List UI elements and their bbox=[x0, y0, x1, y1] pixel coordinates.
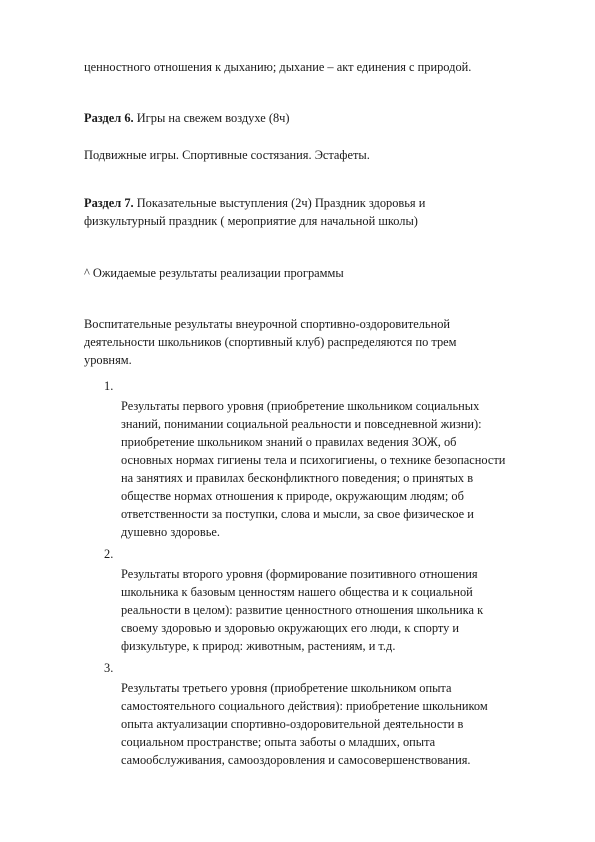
list-item-line: реальности в целом): развитие ценностного отношения школьника к bbox=[121, 603, 484, 617]
list-item-line: своему здоровью и здоровью окружающих его люди, к спорту и bbox=[121, 621, 460, 635]
list-item-line: Результаты второго уровня (формирование позитивного отношения bbox=[121, 567, 478, 581]
results-heading bbox=[84, 264, 524, 282]
section6-body-text: Подвижные игры. Спортивные состязания. Эстафеты. bbox=[84, 148, 370, 162]
list-number: 2. bbox=[104, 547, 114, 561]
section7-heading bbox=[84, 194, 524, 230]
list-item-line: знаний, понимании социальной реальности и повседневной жизни): bbox=[121, 417, 482, 431]
list-item-line: основных нормах гигиены тела и психогигиены, о технике безопасности bbox=[121, 453, 506, 467]
section6-heading bbox=[84, 109, 524, 127]
list-item-line: опыта актуализации спортивно-оздоровительной деятельности в bbox=[121, 717, 464, 731]
list-number: 3. bbox=[104, 661, 114, 675]
section7-title-line2: физкультурный праздник ( мероприятие для начальной школы) bbox=[84, 214, 418, 228]
results-intro bbox=[84, 315, 524, 369]
list-item-line: на занятиях и правилах бесконфликтного поведения; о принятых в bbox=[121, 471, 474, 485]
list-item-level-1 bbox=[121, 397, 531, 541]
list-item-line: душевно здоровье. bbox=[121, 525, 220, 539]
list-item-line: социальном пространстве; опыта заботы о младших, опыта bbox=[121, 735, 436, 749]
list-item-level-2 bbox=[121, 565, 531, 655]
list-item-level-3 bbox=[121, 679, 531, 769]
list-item-line: физкультуре, к природ: животным, растениям, и т.д. bbox=[121, 639, 396, 653]
results-heading-text: ^ Ожидаемые результаты реализации программы bbox=[84, 266, 344, 280]
section7-label: Раздел 7. bbox=[84, 196, 134, 210]
list-item-line: школьника к базовым ценностям нашего общества и к социальной bbox=[121, 585, 473, 599]
list-item-line: Результаты первого уровня (приобретение школьником социальных bbox=[121, 399, 480, 413]
list-item-line: ответственности за поступки, слова и мысли, за свое физическое и bbox=[121, 507, 474, 521]
list-item-line: приобретение школьником знаний о правилах ведения ЗОЖ, об bbox=[121, 435, 457, 449]
list-item-line: самостоятельного социального действия): приобретение школьником bbox=[121, 699, 488, 713]
section7-title: Показательные выступления (2ч) Праздник здоровья и bbox=[133, 196, 426, 210]
results-intro-line: уровням. bbox=[84, 353, 132, 367]
list-item-line: Результаты третьего уровня (приобретение школьником опыта bbox=[121, 681, 452, 695]
list-item-line: обществе нормах отношения к природе, окружающим людям; об bbox=[121, 489, 464, 503]
intro-line bbox=[84, 58, 524, 76]
list-number: 1. bbox=[104, 379, 114, 393]
intro-text: ценностного отношения к дыханию; дыхание – акт единения с природой. bbox=[84, 60, 472, 74]
results-intro-line: деятельности школьников (спортивный клуб) распределяются по трем bbox=[84, 335, 457, 349]
section6-body bbox=[84, 146, 524, 164]
list-item-line: самообслуживания, самооздоровления и самосовершенствования. bbox=[121, 753, 471, 767]
results-intro-line: Воспитательные результаты внеурочной спортивно-оздоровительной bbox=[84, 317, 451, 331]
section6-label: Раздел 6. bbox=[84, 111, 134, 125]
section6-title: Игры на свежем воздухе (8ч) bbox=[133, 111, 290, 125]
